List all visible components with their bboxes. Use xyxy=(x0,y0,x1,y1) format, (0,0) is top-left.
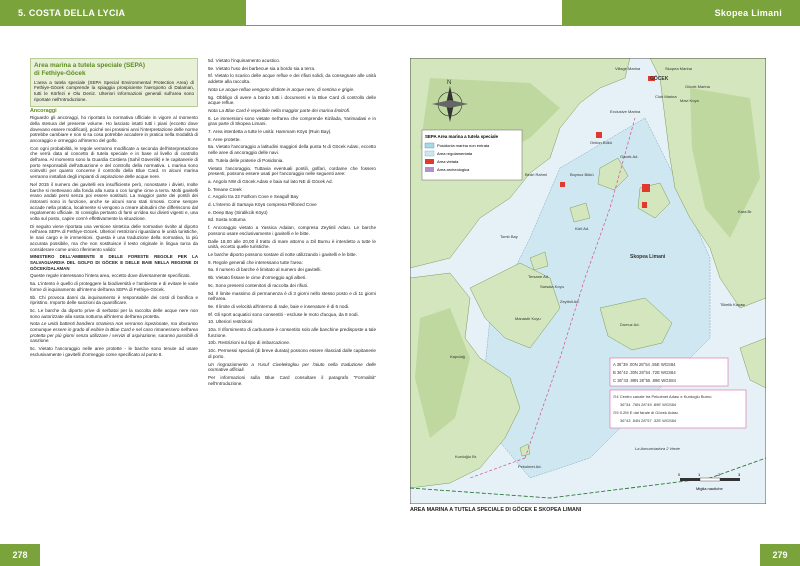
legend-item: Area regolamentata xyxy=(437,151,473,156)
place-label: Bedri Rahmi xyxy=(525,172,548,177)
rule-item: 8d. Sosta notturna xyxy=(208,217,246,223)
thanks-note: Un ringraziamento a Yusuf Civelekoglou per l'aiuto nella traduzione delle normative ufficiali. xyxy=(208,361,376,373)
rules-intro: Queste regole interessano l'intera area, eccetto dove diversamente specificato. xyxy=(30,273,191,279)
rule-item: 5f. Vietato lo scarico delle acque reflue e dei rifiuti solidi, da consegnare alle unità addette alla raccolta. xyxy=(208,73,376,85)
legend-swatch-regulated xyxy=(425,151,434,156)
page-number-left: 278 xyxy=(0,544,40,566)
place-label: Pekolmet Ad. xyxy=(518,464,542,469)
right-page xyxy=(400,0,800,566)
rule-item: Le barche diporto possono sostare di notte utilizzando i gavitelli e le bitte. xyxy=(208,251,357,257)
rule-note: Nota Le unità battenti bandiera straniera non verranno ispezionate, ma dovranno comunque essere in grado di esibire la Blue Card e nel caso rimanessero nell'area protetta per più giorni senza utilizzare i servizi di aspirazione, saranno passibili di sanzione. xyxy=(30,321,198,344)
rule-item: 9b. Vietato fissare le cime d'ormeggio agli alberi. xyxy=(208,275,307,281)
waypoint-coord: B 36°42 .30N 28°54 .72E WGS84 xyxy=(613,370,676,375)
scale-tick: 2 xyxy=(718,472,721,477)
rule-item: 9e. Il limite di velocità all'interno di rade, baie e insenature è di 6 nodi. xyxy=(208,303,350,309)
rule-item: 6. Le immersioni sono vietate nell'area che comprende Kizilada, Yarimadasi e in gran parte di Skopea Limani. xyxy=(208,115,376,127)
place-label: Kizil Ad. xyxy=(575,226,590,231)
notes-box xyxy=(610,390,746,428)
rule-item: Vietato l'ancoraggio. Tuttavia eventuali pontili, golfari, cordame che fossero presenti, possono essere usati per l'ancoraggio nelle seguenti aree: xyxy=(208,165,376,177)
place-label: Tilkelik Kayası xyxy=(720,302,746,307)
rule-item: 8b. Tutela delle praterie di Posidonia. xyxy=(208,157,284,163)
rule-item: 5g. Obbligo di avere a bordo tutti i documenti e la Blue Card di controllo delle acque reflue. xyxy=(208,94,376,106)
place-label: Kara Br. xyxy=(738,209,753,214)
left-column-1 xyxy=(30,58,198,360)
intro-box xyxy=(30,58,198,107)
waypoint-coord: A 36°39 .00N 28°54 .55E WGS84 xyxy=(613,362,676,367)
legend-title: SEPA Area marina a tutela speciale xyxy=(425,134,499,139)
rule-item: 8a. Vietato l'ancoraggio a latitudini maggiori della punta N di Göcek Adası, eccetto nelle aree di ancoraggio delle navi. xyxy=(208,144,376,156)
legend-swatch-archaeological xyxy=(425,167,434,172)
place-label: Kapıdağ xyxy=(450,354,465,359)
forbidden-area xyxy=(642,202,647,208)
rule-item: b. Tenane Creek xyxy=(208,186,242,192)
place-label: Tersane Ad. xyxy=(528,274,550,279)
rule-item: 8. Aree protette. xyxy=(208,136,241,142)
rule-item: 10a. Il rifornimento di carburante è consentito solo alle banchine predisposte a tale funzione. xyxy=(208,327,376,338)
waypoint-coord: C 36°43 .99N 28°55 .89E WGS84 xyxy=(613,378,676,383)
left-column-2 xyxy=(208,58,376,388)
place-label: Domuz Ad. xyxy=(620,322,640,327)
waypoint-note: 36°43 .54N 28°57 .32E WGS84 xyxy=(620,418,677,423)
rule-item: 9c. Sono presenti contenitori di raccolta dei rifiuti. xyxy=(208,282,309,288)
place-label: Ontion Bükü xyxy=(590,140,613,145)
nautical-map xyxy=(410,58,766,504)
place-label: Tomb Bay xyxy=(500,234,518,239)
rule-item: 5c. Le barche da diporto prive di serbatoi per la raccolta delle acque nere non sono autorizzate alla sosta notturna all'interno dell'area protetta. xyxy=(30,307,198,319)
map-svg xyxy=(410,58,766,504)
place-label: Boynuz Bükü xyxy=(570,172,594,177)
waypoint-note: ⊙5 0.2M E dal faraie di Göcek Adası xyxy=(613,410,678,415)
place-label: Village Marina xyxy=(615,66,641,71)
place-label: Mavi Koya xyxy=(680,98,699,103)
place-label: Skopea Marina xyxy=(665,66,692,71)
rule-item: a. Angolo NW di Göcek Adası e baia sul lato NE di Göcek Ad. xyxy=(208,178,333,184)
paragraph: Riguardo gli ancoraggi, ho riportato la normativa ufficiale in vigore al momento della stesura del presente volume. Ho lasciato intatti tutti i piani (eccetto dove dovevano essere modificati), poiché nei prossimi anni l'interpretazione delle norme potrebbe cambiare e non si sa cosa potrebbe accadere in pratica nella modalità di ancoraggio e ormeggio all'interno del golfo. xyxy=(30,115,198,143)
header-rule xyxy=(400,25,580,26)
waypoint-note: ⊙4 Centro canale tra Pekolmet Adası e Kurdoglu Burnu xyxy=(613,394,712,399)
place-label: Zeytinli Ad. xyxy=(560,299,580,304)
rule-note: Nota La Blue Card è reperibile nella maggior parte dei marina limitrofi. xyxy=(208,107,351,113)
place-label: Göcek Marina xyxy=(685,84,710,89)
place-label: Skopea Limani xyxy=(630,254,666,260)
legend-item: Area vietata xyxy=(437,159,459,164)
rule-item: 5c. Vietato l'ancoraggio nelle aree protette - le barche sono tenute ad usare esclusivamente i gavitelli d'ormeggio come specificato al punto 8. xyxy=(30,346,198,357)
forbidden-area xyxy=(596,132,602,138)
blue-card-note: Per informazioni sulla Blue Card consultare il paragrafo "Formalità" nell'Introduzione. xyxy=(208,374,376,386)
waypoint-note: 36°34 .76N 28°49 .89E WGS84 xyxy=(620,402,677,407)
rule-item: Dalle 18,00 alle 20,00 il tratto di mare attorno a Dil Burnu è interdetto a tutte le unità, eccetto quelle turistiche. xyxy=(208,238,376,250)
map-caption: AREA MARINA A TUTELA SPECIALE DI GÖCEK E SKOPEA LIMANI xyxy=(410,507,582,513)
rule-item: c. Angolo tra 22 Fathom Cove e Seagull Bay xyxy=(208,194,299,200)
rule-item: 9a. Il numero di barche è limitato al numero dei gavitelli. xyxy=(208,267,322,273)
rule-item: f. Ancoraggio vietato a Yassica Adaları, compresa Zeytinli Adası. Le barche possono usare esclusivamente i gavitelli e le bitte. xyxy=(208,225,376,236)
scale-unit: Miglia nautiche xyxy=(696,486,723,491)
rule-item: 5e. Vietato l'uso dei barbecue sia a bordo sia a terra. xyxy=(208,65,316,71)
rule-item: 10c. Permessi speciali (di breve durata) possono essere rilasciati dalle capitanerie di porto. xyxy=(208,348,376,359)
ministry-heading: MINISTERO DELL'AMBIENTE E DELLE FORESTE REGOLE PER LA SALVAGUARDIA DEL GOLFO DI GÖCEK E DELLE BAIE NELLA REGIONE DI GÖCEK/DALAMAN xyxy=(30,254,198,271)
intro-title: Area marina a tutela speciale (SEPA) xyxy=(34,62,146,69)
place-label: Kurdoğlu Br. xyxy=(455,454,478,459)
svg-text:N: N xyxy=(447,80,452,86)
rule-item: 5d. Vietato l'inquinamento acustico. xyxy=(208,58,281,63)
rule-item: 9f. Gli sport acquatici sono consentiti - escluse le moto d'acqua, da 8 nodi. xyxy=(208,311,359,317)
legend-swatch-forbidden xyxy=(425,159,434,164)
rule-item: 9. Regole generali che interessano tutte l'area: xyxy=(208,259,303,265)
legend-swatch-posidonia xyxy=(425,143,434,148)
place-label: La Annunciadora 2 Vente xyxy=(635,446,680,451)
rule-item: 7. Area interdetta a tutte le unità: Hammam Köyü (Ruin Bay). xyxy=(208,129,332,135)
paragraph: Nel 2015 il numero dei gavitelli era insufficiente però, nonostante i divieti, molte barche si mettevano alla fonda alla ruota o con lunghe cime a terra. Molti gavitelli erano andati persi senza poi essere sostituiti. La maggior parte dei pontili dei ristoranti sono in funzione, anche se alcuni sono stati rimossi. Come sempre accade nella pratica, localmente si vengono a creare abitudini che differiscono dal regolamento ufficiale. Si consiglia pertanto di farsi un'idea sui divieti vigenti e, una volta sul posto, capire com'è effettivamente la situazione. xyxy=(30,181,198,222)
section-header: Skopea Limani xyxy=(562,0,800,26)
intro-text: L'area a tutela speciale (SEPA Special Environmental Protection Area) di Fethiye-Göcek comprende la spiaggia prospiciente l'aeroporto di Dalaman, tutti le Körfezi e Olu Deniz. Ulteriori informazioni generali sull'area sono riportate nell'Introduzione. xyxy=(34,79,194,102)
chapter-header: 5. COSTA DELLA LYCIA xyxy=(0,0,246,26)
forbidden-area xyxy=(560,182,565,187)
rule-item: 9d. Il limite massimo di permanenza è di 3 giorni nello stesso posto e di 11 giorni nell'area. xyxy=(208,290,376,302)
rule-item: 5a. L'intento è quello di proteggere la biodiversità e l'ambiente e di evitare le varie forme di inquinamento all'interno dell'area SEPA di Fethiye-Göcek. xyxy=(30,281,198,292)
paragraph: Di seguito viene riportata una versione sintetica delle normative rivolte al diporto nell'area SEPA di Fethiye-Göcek. Ulteriori restrizioni riguardano le unità turistiche, le navi cargo e le immersioni. Questa è una traduzione della normativa, la più accurata possibile, ma che non sostituisce il testo originale in lingua turca da considerare come unico riferimento valido: xyxy=(30,223,198,252)
place-label: Club Marina xyxy=(655,94,677,99)
rule-item: 10. Ulteriori restrizioni xyxy=(208,319,253,325)
rule-note: Nota Le acque reflue vengono distinte in acque nere, di sentina e grigie. xyxy=(208,86,355,92)
map-legend xyxy=(422,130,522,180)
page-number-right: 279 xyxy=(760,544,800,566)
rule-item: 10b. Restrizioni sul tipo di imbarcazione. xyxy=(208,340,291,346)
place-label: Exclusive Marina xyxy=(610,109,641,114)
place-label: Göcek Ad. xyxy=(620,154,639,159)
legend-item: Posidonia marina non entrata xyxy=(437,143,490,148)
anchorage-heading: Ancoraggi xyxy=(30,108,57,115)
scale-tick: 0 xyxy=(678,472,681,477)
legend-item: Area archeologica xyxy=(437,167,470,172)
header-rule xyxy=(228,25,400,26)
scale-tick: 3 xyxy=(738,472,741,477)
rule-item: 5b. Chi provoca danni da inquinamento è responsabile dei costi di bonifica e ripristino. Importo delle sanzioni da quantificare. xyxy=(30,294,198,306)
waypoint-box xyxy=(610,358,728,386)
rule-item: d. L'interno di Sarsaya Köyü compresa Pilforied Cove xyxy=(208,202,317,208)
place-label: Manastir Koyu xyxy=(515,316,541,321)
rule-item: e. Deep Bay (Siralikcik Köyü) xyxy=(208,209,268,215)
intro-subtitle: di Fethiye-Göcek xyxy=(34,69,86,77)
paragraph: Con ogni probabilità, le regole verranno modificate a seconda dell'interpretazione che verrà data al concetto di tutela speciale e in base al livello di controllo dell'area. Al momento sono la Guardia Costiera (Sahil Güvenlik) e le capitanerie di porto responsabili dell'attuazione e del controllo della normativa. L marina sono coinvolti per quanto concerne il controllo della Blue Card. In alcuni marina verranno installati degli impianti di aspirazione delle acque nere. xyxy=(30,145,198,180)
forbidden-area xyxy=(642,184,650,192)
scale-tick: 1 xyxy=(698,472,701,477)
place-label: GÖCEK xyxy=(650,76,669,82)
place-label: Sarsala Koyu xyxy=(540,284,564,289)
